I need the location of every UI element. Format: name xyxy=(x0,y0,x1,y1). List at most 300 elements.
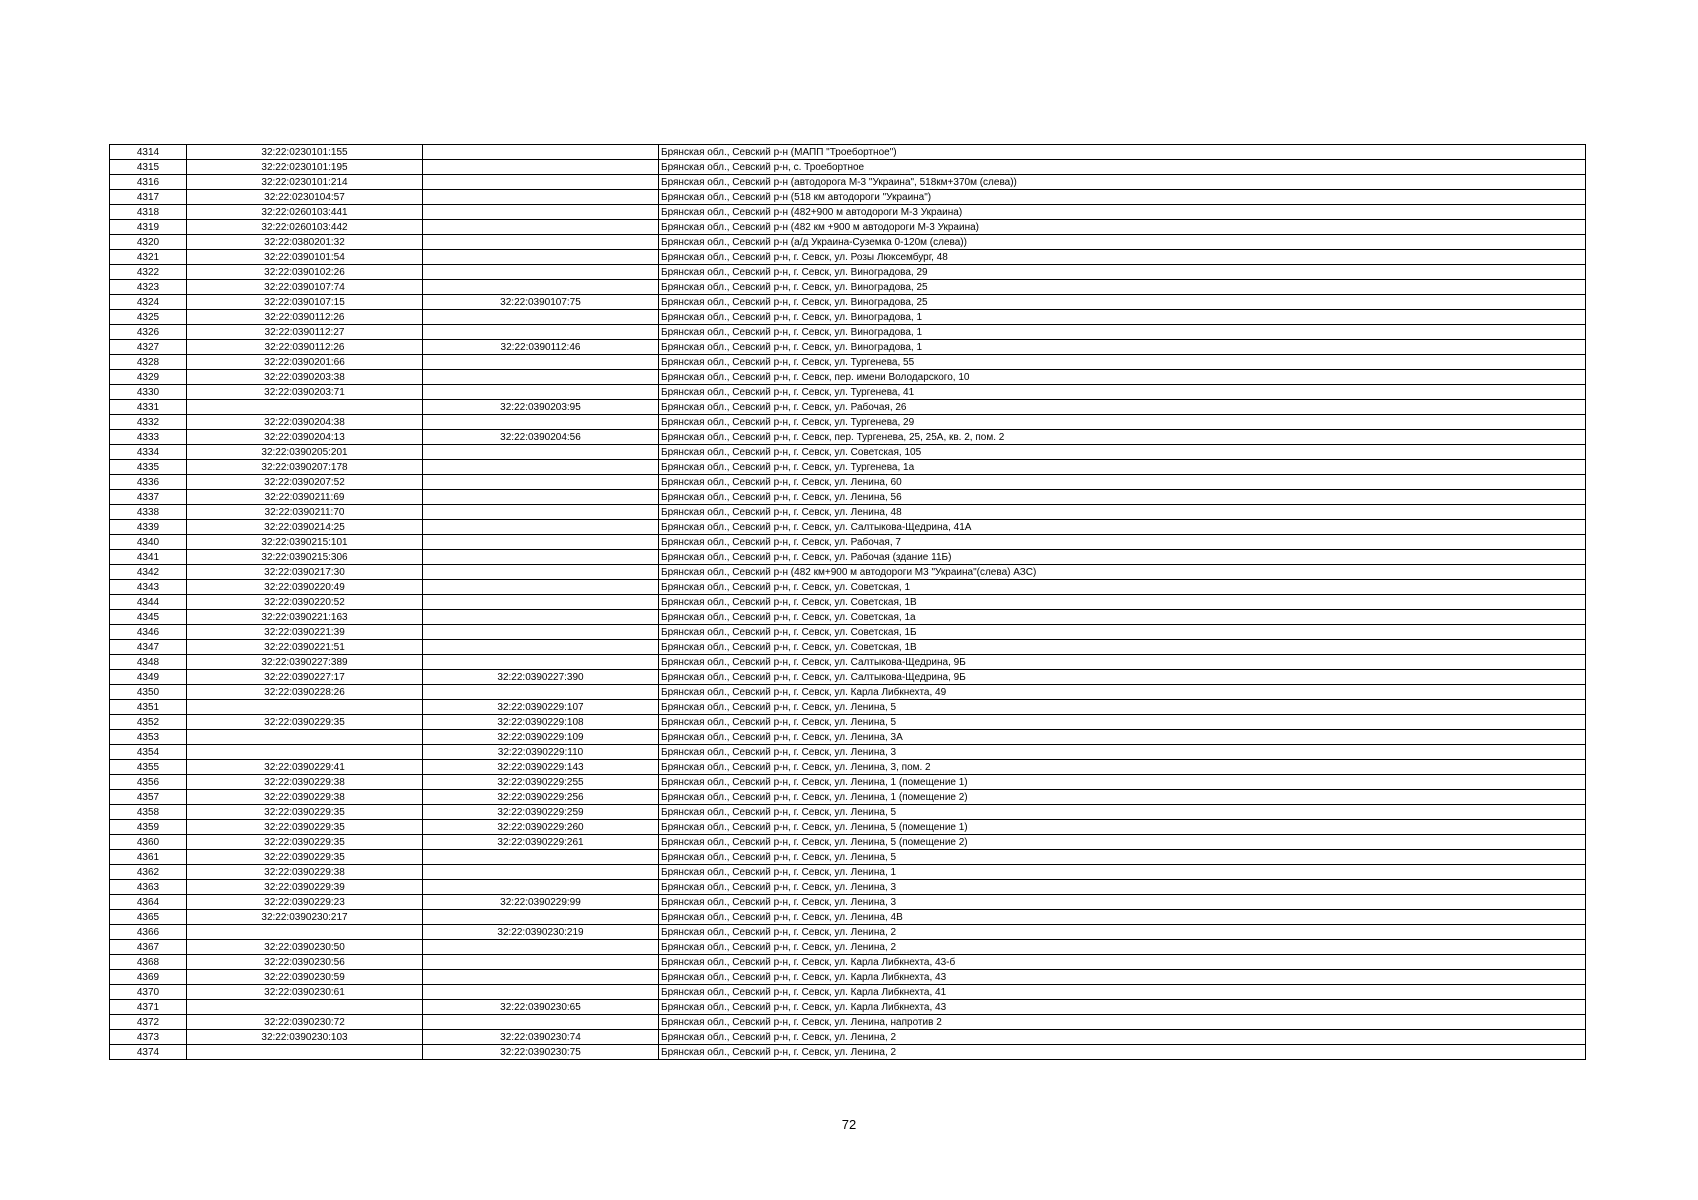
table-row xyxy=(110,535,1586,550)
land-cadastral-number-cell xyxy=(187,1045,423,1060)
address-cell: Брянская обл., Севский р-н, г. Севск, ул. Ленина, 3, пом. 2 xyxy=(659,760,1586,775)
land-cadastral-number-cell: 32:22:0390227:389 xyxy=(187,655,423,670)
row-number-cell: 4356 xyxy=(110,775,187,790)
row-number-cell: 4355 xyxy=(110,760,187,775)
row-number-cell: 4348 xyxy=(110,655,187,670)
building-cadastral-number-cell xyxy=(423,220,659,235)
building-cadastral-number-cell xyxy=(423,625,659,640)
address-cell: Брянская обл., Севский р-н, г. Севск, ул. Ленина, 5 xyxy=(659,715,1586,730)
table-row xyxy=(110,595,1586,610)
table-row xyxy=(110,445,1586,460)
building-cadastral-number-cell: 32:22:0390204:56 xyxy=(423,430,659,445)
table-row xyxy=(110,1045,1586,1060)
land-cadastral-number-cell: 32:22:0390214:25 xyxy=(187,520,423,535)
address-cell: Брянская обл., Севский р-н, г. Севск, ул. Карла Либкнехта, 43 xyxy=(659,970,1586,985)
address-cell: Брянская обл., Севский р-н (а/д Украина-Суземка 0-120м (слева)) xyxy=(659,235,1586,250)
land-cadastral-number-cell: 32:22:0390112:27 xyxy=(187,325,423,340)
land-cadastral-number-cell: 32:22:0230104:57 xyxy=(187,190,423,205)
address-cell: Брянская обл., Севский р-н, г. Севск, ул. Ленина, 3 xyxy=(659,745,1586,760)
building-cadastral-number-cell: 32:22:0390230:65 xyxy=(423,1000,659,1015)
building-cadastral-number-cell: 32:22:0390229:260 xyxy=(423,820,659,835)
row-number-cell: 4314 xyxy=(110,145,187,160)
building-cadastral-number-cell xyxy=(423,565,659,580)
building-cadastral-number-cell xyxy=(423,280,659,295)
address-cell: Брянская обл., Севский р-н, г. Севск, ул. Тургенева, 55 xyxy=(659,355,1586,370)
building-cadastral-number-cell: 32:22:0390229:109 xyxy=(423,730,659,745)
table-row xyxy=(110,565,1586,580)
land-cadastral-number-cell: 32:22:0390230:103 xyxy=(187,1030,423,1045)
building-cadastral-number-cell: 32:22:0390107:75 xyxy=(423,295,659,310)
address-cell: Брянская обл., Севский р-н, г. Севск, ул. Ленина, 4В xyxy=(659,910,1586,925)
building-cadastral-number-cell xyxy=(423,535,659,550)
row-number-cell: 4339 xyxy=(110,520,187,535)
building-cadastral-number-cell xyxy=(423,850,659,865)
table-row xyxy=(110,985,1586,1000)
land-registry-table xyxy=(109,144,1586,1060)
land-cadastral-number-cell: 32:22:0390230:56 xyxy=(187,955,423,970)
land-cadastral-number-cell: 32:22:0390230:217 xyxy=(187,910,423,925)
row-number-cell: 4337 xyxy=(110,490,187,505)
row-number-cell: 4328 xyxy=(110,355,187,370)
row-number-cell: 4329 xyxy=(110,370,187,385)
table-row xyxy=(110,655,1586,670)
address-cell: Брянская обл., Севский р-н, г. Севск, ул. Советская, 105 xyxy=(659,445,1586,460)
address-cell: Брянская обл., Севский р-н, г. Севск, ул. Ленина, 3А xyxy=(659,730,1586,745)
table-row xyxy=(110,205,1586,220)
table-row xyxy=(110,460,1586,475)
land-cadastral-number-cell: 32:22:0390229:23 xyxy=(187,895,423,910)
table-row xyxy=(110,715,1586,730)
land-cadastral-number-cell: 32:22:0260103:442 xyxy=(187,220,423,235)
building-cadastral-number-cell xyxy=(423,310,659,325)
building-cadastral-number-cell: 32:22:0390229:143 xyxy=(423,760,659,775)
row-number-cell: 4343 xyxy=(110,580,187,595)
land-cadastral-number-cell xyxy=(187,1000,423,1015)
land-cadastral-number-cell: 32:22:0390229:38 xyxy=(187,790,423,805)
table-row xyxy=(110,1030,1586,1045)
address-cell: Брянская обл., Севский р-н (482 км+900 м автодороги М3 "Украина"(слева) АЗС) xyxy=(659,565,1586,580)
building-cadastral-number-cell: 32:22:0390229:259 xyxy=(423,805,659,820)
row-number-cell: 4364 xyxy=(110,895,187,910)
table-row xyxy=(110,625,1586,640)
land-cadastral-number-cell: 32:22:0390203:38 xyxy=(187,370,423,385)
table-row xyxy=(110,610,1586,625)
row-number-cell: 4367 xyxy=(110,940,187,955)
address-cell: Брянская обл., Севский р-н, г. Севск, пер. имени Володарского, 10 xyxy=(659,370,1586,385)
address-cell: Брянская обл., Севский р-н, г. Севск, ул. Ленина, 1 (помещение 1) xyxy=(659,775,1586,790)
row-number-cell: 4363 xyxy=(110,880,187,895)
row-number-cell: 4351 xyxy=(110,700,187,715)
row-number-cell: 4327 xyxy=(110,340,187,355)
building-cadastral-number-cell xyxy=(423,415,659,430)
address-cell: Брянская обл., Севский р-н, г. Севск, ул. Ленина, 2 xyxy=(659,925,1586,940)
building-cadastral-number-cell: 32:22:0390229:261 xyxy=(423,835,659,850)
address-cell: Брянская обл., Севский р-н, г. Севск, ул. Ленина, 1 (помещение 2) xyxy=(659,790,1586,805)
address-cell: Брянская обл., Севский р-н (482 км +900 м автодороги М-3 Украина) xyxy=(659,220,1586,235)
building-cadastral-number-cell xyxy=(423,970,659,985)
address-cell: Брянская обл., Севский р-н, г. Севск, ул. Ленина, 2 xyxy=(659,1030,1586,1045)
row-number-cell: 4319 xyxy=(110,220,187,235)
address-cell: Брянская обл., Севский р-н, г. Севск, ул. Ленина, 48 xyxy=(659,505,1586,520)
table-row xyxy=(110,640,1586,655)
land-cadastral-number-cell: 32:22:0390112:26 xyxy=(187,310,423,325)
address-cell: Брянская обл., Севский р-н, г. Севск, ул. Рабочая, 26 xyxy=(659,400,1586,415)
building-cadastral-number-cell xyxy=(423,355,659,370)
table-row xyxy=(110,580,1586,595)
building-cadastral-number-cell xyxy=(423,250,659,265)
address-cell: Брянская обл., Севский р-н, г. Севск, ул. Советская, 1В xyxy=(659,595,1586,610)
address-cell: Брянская обл., Севский р-н, г. Севск, ул. Тургенева, 29 xyxy=(659,415,1586,430)
building-cadastral-number-cell xyxy=(423,235,659,250)
building-cadastral-number-cell xyxy=(423,685,659,700)
building-cadastral-number-cell xyxy=(423,940,659,955)
row-number-cell: 4368 xyxy=(110,955,187,970)
land-cadastral-number-cell: 32:22:0230101:195 xyxy=(187,160,423,175)
row-number-cell: 4316 xyxy=(110,175,187,190)
address-cell: Брянская обл., Севский р-н, г. Севск, ул. Ленина, 5 (помещение 1) xyxy=(659,820,1586,835)
table-row xyxy=(110,430,1586,445)
building-cadastral-number-cell: 32:22:0390112:46 xyxy=(423,340,659,355)
row-number-cell: 4341 xyxy=(110,550,187,565)
building-cadastral-number-cell xyxy=(423,865,659,880)
land-cadastral-number-cell: 32:22:0390230:61 xyxy=(187,985,423,1000)
land-cadastral-number-cell: 32:22:0390102:26 xyxy=(187,265,423,280)
table-row xyxy=(110,265,1586,280)
building-cadastral-number-cell xyxy=(423,985,659,1000)
address-cell: Брянская обл., Севский р-н, г. Севск, ул. Виноградова, 25 xyxy=(659,295,1586,310)
land-cadastral-number-cell: 32:22:0390229:35 xyxy=(187,835,423,850)
land-cadastral-number-cell: 32:22:0390203:71 xyxy=(187,385,423,400)
land-cadastral-number-cell: 32:22:0390221:39 xyxy=(187,625,423,640)
land-cadastral-number-cell: 32:22:0230101:155 xyxy=(187,145,423,160)
table-row xyxy=(110,895,1586,910)
building-cadastral-number-cell xyxy=(423,505,659,520)
land-cadastral-number-cell xyxy=(187,700,423,715)
row-number-cell: 4350 xyxy=(110,685,187,700)
address-cell: Брянская обл., Севский р-н, г. Севск, пер. Тургенева, 25, 25А, кв. 2, пом. 2 xyxy=(659,430,1586,445)
table-row xyxy=(110,970,1586,985)
row-number-cell: 4317 xyxy=(110,190,187,205)
building-cadastral-number-cell: 32:22:0390230:74 xyxy=(423,1030,659,1045)
land-cadastral-number-cell: 32:22:0390112:26 xyxy=(187,340,423,355)
address-cell: Брянская обл., Севский р-н, г. Севск, ул. Советская, 1а xyxy=(659,610,1586,625)
table-row xyxy=(110,670,1586,685)
table-row xyxy=(110,1015,1586,1030)
page-number: 72 xyxy=(841,1117,857,1132)
table-row xyxy=(110,310,1586,325)
row-number-cell: 4374 xyxy=(110,1045,187,1060)
land-cadastral-number-cell xyxy=(187,400,423,415)
table-row xyxy=(110,760,1586,775)
land-cadastral-number-cell: 32:22:0390217:30 xyxy=(187,565,423,580)
building-cadastral-number-cell xyxy=(423,520,659,535)
table-row xyxy=(110,730,1586,745)
table-row xyxy=(110,745,1586,760)
land-cadastral-number-cell: 32:22:0390220:52 xyxy=(187,595,423,610)
land-cadastral-number-cell: 32:22:0390204:13 xyxy=(187,430,423,445)
building-cadastral-number-cell xyxy=(423,145,659,160)
land-cadastral-number-cell: 32:22:0390230:50 xyxy=(187,940,423,955)
row-number-cell: 4369 xyxy=(110,970,187,985)
address-cell: Брянская обл., Севский р-н, г. Севск, ул. Советская, 1В xyxy=(659,640,1586,655)
address-cell: Брянская обл., Севский р-н, г. Севск, ул. Ленина, напротив 2 xyxy=(659,1015,1586,1030)
land-cadastral-number-cell: 32:22:0390215:101 xyxy=(187,535,423,550)
building-cadastral-number-cell: 32:22:0390229:107 xyxy=(423,700,659,715)
table-row xyxy=(110,325,1586,340)
address-cell: Брянская обл., Севский р-н, г. Севск, ул. Виноградова, 25 xyxy=(659,280,1586,295)
row-number-cell: 4332 xyxy=(110,415,187,430)
table-row xyxy=(110,490,1586,505)
land-cadastral-number-cell: 32:22:0390221:163 xyxy=(187,610,423,625)
row-number-cell: 4372 xyxy=(110,1015,187,1030)
land-cadastral-number-cell: 32:22:0390229:35 xyxy=(187,805,423,820)
land-cadastral-number-cell xyxy=(187,925,423,940)
land-cadastral-number-cell: 32:22:0230101:214 xyxy=(187,175,423,190)
address-cell: Брянская обл., Севский р-н, г. Севск, ул. Ленина, 5 xyxy=(659,700,1586,715)
row-number-cell: 4330 xyxy=(110,385,187,400)
row-number-cell: 4352 xyxy=(110,715,187,730)
address-cell: Брянская обл., Севский р-н, г. Севск, ул. Советская, 1Б xyxy=(659,625,1586,640)
row-number-cell: 4325 xyxy=(110,310,187,325)
building-cadastral-number-cell: 32:22:0390229:255 xyxy=(423,775,659,790)
building-cadastral-number-cell xyxy=(423,460,659,475)
row-number-cell: 4362 xyxy=(110,865,187,880)
table-row xyxy=(110,220,1586,235)
building-cadastral-number-cell xyxy=(423,910,659,925)
table-row xyxy=(110,1000,1586,1015)
land-cadastral-number-cell: 32:22:0390230:72 xyxy=(187,1015,423,1030)
table-body xyxy=(110,145,1586,1060)
address-cell: Брянская обл., Севский р-н, г. Севск, ул. Ленина, 5 xyxy=(659,805,1586,820)
land-cadastral-number-cell: 32:22:0390211:69 xyxy=(187,490,423,505)
row-number-cell: 4361 xyxy=(110,850,187,865)
table-row xyxy=(110,850,1586,865)
table-row xyxy=(110,940,1586,955)
address-cell: Брянская обл., Севский р-н, г. Севск, ул. Карла Либкнехта, 43 xyxy=(659,1000,1586,1015)
row-number-cell: 4320 xyxy=(110,235,187,250)
land-cadastral-number-cell: 32:22:0390205:201 xyxy=(187,445,423,460)
building-cadastral-number-cell xyxy=(423,595,659,610)
table-row xyxy=(110,370,1586,385)
land-cadastral-number-cell: 32:22:0390107:74 xyxy=(187,280,423,295)
building-cadastral-number-cell xyxy=(423,445,659,460)
row-number-cell: 4342 xyxy=(110,565,187,580)
building-cadastral-number-cell: 32:22:0390229:99 xyxy=(423,895,659,910)
building-cadastral-number-cell: 32:22:0390229:108 xyxy=(423,715,659,730)
table-row xyxy=(110,145,1586,160)
table-row xyxy=(110,475,1586,490)
building-cadastral-number-cell xyxy=(423,1015,659,1030)
address-cell: Брянская обл., Севский р-н, г. Севск, ул. Салтыкова-Щедрина, 41А xyxy=(659,520,1586,535)
row-number-cell: 4321 xyxy=(110,250,187,265)
address-cell: Брянская обл., Севский р-н, г. Севск, ул. Розы Люксембург, 48 xyxy=(659,250,1586,265)
address-cell: Брянская обл., Севский р-н, г. Севск, ул. Рабочая (здание 11Б) xyxy=(659,550,1586,565)
land-cadastral-number-cell: 32:22:0390101:54 xyxy=(187,250,423,265)
address-cell: Брянская обл., Севский р-н, г. Севск, ул. Ленина, 5 xyxy=(659,850,1586,865)
row-number-cell: 4347 xyxy=(110,640,187,655)
address-cell: Брянская обл., Севский р-н, г. Севск, ул. Ленина, 3 xyxy=(659,880,1586,895)
row-number-cell: 4322 xyxy=(110,265,187,280)
building-cadastral-number-cell xyxy=(423,325,659,340)
row-number-cell: 4360 xyxy=(110,835,187,850)
land-cadastral-number-cell: 32:22:0390229:38 xyxy=(187,775,423,790)
building-cadastral-number-cell xyxy=(423,640,659,655)
land-cadastral-number-cell: 32:22:0260103:441 xyxy=(187,205,423,220)
building-cadastral-number-cell: 32:22:0390227:390 xyxy=(423,670,659,685)
row-number-cell: 4331 xyxy=(110,400,187,415)
land-cadastral-number-cell: 32:22:0390228:26 xyxy=(187,685,423,700)
building-cadastral-number-cell xyxy=(423,955,659,970)
building-cadastral-number-cell xyxy=(423,190,659,205)
row-number-cell: 4358 xyxy=(110,805,187,820)
table-row xyxy=(110,340,1586,355)
land-cadastral-number-cell: 32:22:0390215:306 xyxy=(187,550,423,565)
row-number-cell: 4338 xyxy=(110,505,187,520)
land-cadastral-number-cell: 32:22:0390201:66 xyxy=(187,355,423,370)
address-cell: Брянская обл., Севский р-н, г. Севск, ул. Виноградова, 1 xyxy=(659,310,1586,325)
land-cadastral-number-cell: 32:22:0390229:35 xyxy=(187,820,423,835)
table-row xyxy=(110,160,1586,175)
address-cell: Брянская обл., Севский р-н, г. Севск, ул. Карла Либкнехта, 49 xyxy=(659,685,1586,700)
row-number-cell: 4366 xyxy=(110,925,187,940)
land-cadastral-number-cell: 32:22:0390207:178 xyxy=(187,460,423,475)
land-cadastral-number-cell: 32:22:0390221:51 xyxy=(187,640,423,655)
address-cell: Брянская обл., Севский р-н, г. Севск, ул. Рабочая, 7 xyxy=(659,535,1586,550)
building-cadastral-number-cell xyxy=(423,490,659,505)
building-cadastral-number-cell: 32:22:0390230:75 xyxy=(423,1045,659,1060)
land-cadastral-number-cell: 32:22:0390229:35 xyxy=(187,715,423,730)
building-cadastral-number-cell xyxy=(423,475,659,490)
address-cell: Брянская обл., Севский р-н (518 км автодороги "Украина") xyxy=(659,190,1586,205)
address-cell: Брянская обл., Севский р-н, г. Севск, ул. Ленина, 5 (помещение 2) xyxy=(659,835,1586,850)
table-row xyxy=(110,190,1586,205)
table-row xyxy=(110,295,1586,310)
building-cadastral-number-cell xyxy=(423,580,659,595)
table-row xyxy=(110,700,1586,715)
row-number-cell: 4340 xyxy=(110,535,187,550)
row-number-cell: 4335 xyxy=(110,460,187,475)
address-cell: Брянская обл., Севский р-н, г. Севск, ул. Ленина, 56 xyxy=(659,490,1586,505)
land-cadastral-number-cell: 32:22:0390229:41 xyxy=(187,760,423,775)
address-cell: Брянская обл., Севский р-н, г. Севск, ул. Салтыкова-Щедрина, 9Б xyxy=(659,670,1586,685)
land-cadastral-number-cell: 32:22:0390227:17 xyxy=(187,670,423,685)
building-cadastral-number-cell: 32:22:0390229:256 xyxy=(423,790,659,805)
building-cadastral-number-cell xyxy=(423,205,659,220)
address-cell: Брянская обл., Севский р-н, г. Севск, ул. Ленина, 60 xyxy=(659,475,1586,490)
row-number-cell: 4333 xyxy=(110,430,187,445)
address-cell: Брянская обл., Севский р-н, г. Севск, ул. Карла Либкнехта, 43-б xyxy=(659,955,1586,970)
address-cell: Брянская обл., Севский р-н, г. Севск, ул. Ленина, 3 xyxy=(659,895,1586,910)
table-row xyxy=(110,505,1586,520)
table-row xyxy=(110,280,1586,295)
table-row xyxy=(110,880,1586,895)
land-cadastral-number-cell: 32:22:0390229:38 xyxy=(187,865,423,880)
row-number-cell: 4323 xyxy=(110,280,187,295)
table-row xyxy=(110,835,1586,850)
address-cell: Брянская обл., Севский р-н, г. Севск, ул. Ленина, 2 xyxy=(659,940,1586,955)
building-cadastral-number-cell: 32:22:0390229:110 xyxy=(423,745,659,760)
row-number-cell: 4371 xyxy=(110,1000,187,1015)
address-cell: Брянская обл., Севский р-н, г. Севск, ул. Советская, 1 xyxy=(659,580,1586,595)
table-row xyxy=(110,415,1586,430)
table-row xyxy=(110,250,1586,265)
row-number-cell: 4357 xyxy=(110,790,187,805)
land-cadastral-number-cell: 32:22:0390229:35 xyxy=(187,850,423,865)
table-row xyxy=(110,925,1586,940)
building-cadastral-number-cell xyxy=(423,265,659,280)
land-cadastral-number-cell: 32:22:0380201:32 xyxy=(187,235,423,250)
land-cadastral-number-cell xyxy=(187,745,423,760)
land-cadastral-number-cell: 32:22:0390230:59 xyxy=(187,970,423,985)
row-number-cell: 4336 xyxy=(110,475,187,490)
building-cadastral-number-cell xyxy=(423,550,659,565)
land-cadastral-number-cell: 32:22:0390229:39 xyxy=(187,880,423,895)
building-cadastral-number-cell xyxy=(423,370,659,385)
row-number-cell: 4373 xyxy=(110,1030,187,1045)
row-number-cell: 4326 xyxy=(110,325,187,340)
row-number-cell: 4365 xyxy=(110,910,187,925)
address-cell: Брянская обл., Севский р-н (МАПП "Троебортное") xyxy=(659,145,1586,160)
land-cadastral-number-cell: 32:22:0390211:70 xyxy=(187,505,423,520)
address-cell: Брянская обл., Севский р-н (482+900 м автодороги М-3 Украина) xyxy=(659,205,1586,220)
row-number-cell: 4346 xyxy=(110,625,187,640)
table-row xyxy=(110,400,1586,415)
table-row xyxy=(110,550,1586,565)
row-number-cell: 4359 xyxy=(110,820,187,835)
building-cadastral-number-cell xyxy=(423,385,659,400)
row-number-cell: 4344 xyxy=(110,595,187,610)
table-row xyxy=(110,685,1586,700)
address-cell: Брянская обл., Севский р-н, г. Севск, ул. Карла Либкнехта, 41 xyxy=(659,985,1586,1000)
table-row xyxy=(110,910,1586,925)
building-cadastral-number-cell: 32:22:0390230:219 xyxy=(423,925,659,940)
table-row xyxy=(110,775,1586,790)
address-cell: Брянская обл., Севский р-н, г. Севск, ул. Виноградова, 29 xyxy=(659,265,1586,280)
address-cell: Брянская обл., Севский р-н, г. Севск, ул. Салтыкова-Щедрина, 9Б xyxy=(659,655,1586,670)
table-row xyxy=(110,955,1586,970)
table-row xyxy=(110,175,1586,190)
address-cell: Брянская обл., Севский р-н, с. Троебортное xyxy=(659,160,1586,175)
land-cadastral-number-cell: 32:22:0390204:38 xyxy=(187,415,423,430)
building-cadastral-number-cell xyxy=(423,160,659,175)
land-cadastral-number-cell: 32:22:0390107:15 xyxy=(187,295,423,310)
building-cadastral-number-cell xyxy=(423,880,659,895)
row-number-cell: 4324 xyxy=(110,295,187,310)
table-row xyxy=(110,235,1586,250)
address-cell: Брянская обл., Севский р-н, г. Севск, ул. Виноградова, 1 xyxy=(659,340,1586,355)
row-number-cell: 4370 xyxy=(110,985,187,1000)
row-number-cell: 4353 xyxy=(110,730,187,745)
table-row xyxy=(110,820,1586,835)
row-number-cell: 4334 xyxy=(110,445,187,460)
address-cell: Брянская обл., Севский р-н, г. Севск, ул. Ленина, 2 xyxy=(659,1045,1586,1060)
land-cadastral-number-cell: 32:22:0390220:49 xyxy=(187,580,423,595)
building-cadastral-number-cell xyxy=(423,610,659,625)
table-row xyxy=(110,385,1586,400)
table-row xyxy=(110,790,1586,805)
row-number-cell: 4315 xyxy=(110,160,187,175)
address-cell: Брянская обл., Севский р-н (автодорога М-3 "Украина", 518км+370м (слева)) xyxy=(659,175,1586,190)
row-number-cell: 4318 xyxy=(110,205,187,220)
table-row xyxy=(110,355,1586,370)
address-cell: Брянская обл., Севский р-н, г. Севск, ул. Ленина, 1 xyxy=(659,865,1586,880)
building-cadastral-number-cell xyxy=(423,175,659,190)
building-cadastral-number-cell xyxy=(423,655,659,670)
table-row xyxy=(110,805,1586,820)
table-row xyxy=(110,520,1586,535)
land-cadastral-number-cell: 32:22:0390207:52 xyxy=(187,475,423,490)
address-cell: Брянская обл., Севский р-н, г. Севск, ул. Тургенева, 41 xyxy=(659,385,1586,400)
